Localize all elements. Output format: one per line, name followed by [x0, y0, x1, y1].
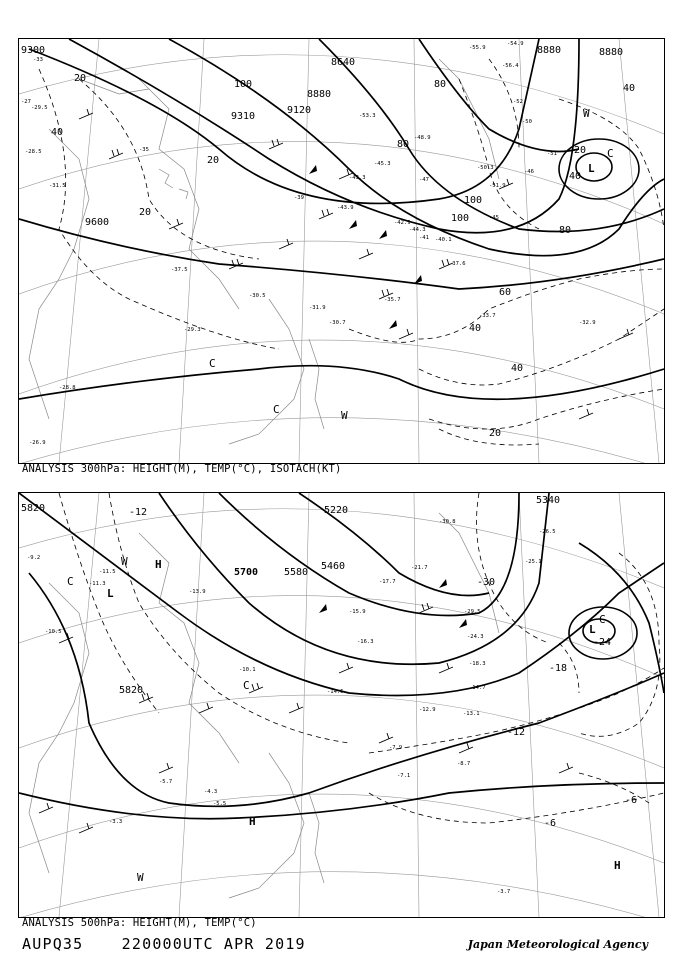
height-label: 5700 — [234, 567, 259, 578]
temp-value: -33 — [33, 57, 43, 63]
temp-value: -3.7 — [497, 889, 511, 895]
temp-value: -56.4 — [502, 63, 519, 69]
temp-value: -21.7 — [411, 565, 428, 571]
temp-value: -8.7 — [457, 761, 471, 767]
height-label: 5580 — [284, 567, 309, 578]
isotach-label: 100 — [451, 213, 470, 224]
isotach-label: 40 — [511, 363, 524, 374]
low-center-label: L — [589, 623, 596, 636]
temp-value: -42.9 — [394, 220, 411, 226]
isotach-label: 60 — [499, 287, 512, 298]
temp-value: -24.3 — [467, 634, 484, 640]
temp-value: -45 — [489, 215, 499, 221]
height-label: 5340 — [536, 495, 561, 506]
temp-value: -30.8 — [439, 519, 456, 525]
temp-value: -9.2 — [27, 555, 41, 561]
temp-value: -41 — [419, 235, 429, 241]
temp-value: -7.1 — [397, 773, 411, 779]
isotach-label: 80 — [397, 139, 410, 150]
cold-center-label: C — [607, 147, 614, 160]
isotherm-label: -12 — [129, 507, 148, 518]
temp-value: -15.9 — [349, 609, 366, 615]
isotach-label: 20 — [207, 155, 220, 166]
temp-value: -54.9 — [507, 41, 524, 47]
temp-value: -28.5 — [25, 149, 42, 155]
high-center-label: H — [155, 558, 162, 571]
temp-value: -35.7 — [384, 297, 401, 303]
isotach-label: 40 — [51, 127, 64, 138]
low-center-label: L — [588, 162, 595, 175]
cold-center-label: C — [243, 679, 250, 692]
temp-value: -5.7 — [159, 779, 173, 785]
temp-value: -53.3 — [359, 113, 376, 119]
temp-value: -50.3 — [477, 165, 494, 171]
temp-value: -35 — [139, 147, 149, 153]
temp-value: -46 — [524, 169, 534, 175]
map-500hpa-canvas — [19, 493, 664, 917]
low-center-ring — [559, 139, 639, 199]
isotherm-label: -24 — [593, 637, 612, 648]
height-label: 8880 — [537, 45, 562, 56]
temp-value: -39 — [294, 195, 304, 201]
temp-value: -11.3 — [89, 581, 106, 587]
temp-value: -28.8 — [59, 385, 76, 391]
valid-time: 220000UTC APR 2019 — [121, 935, 306, 953]
height-label: 5220 — [324, 505, 349, 516]
isotach-label: 100 — [234, 79, 253, 90]
isotach-label: 20 — [74, 73, 87, 84]
height-label: 5460 — [321, 561, 346, 572]
temp-value: -29.5 — [31, 105, 48, 111]
low-center-label: L — [107, 587, 114, 600]
pressure-centers-500 — [67, 555, 621, 884]
temp-value: -47 — [419, 177, 429, 183]
temp-value: -48.9 — [414, 135, 431, 141]
panel-caption-300hpa: ANALYSIS 300hPa: HEIGHT(M), TEMP(°C), ISOTACH(KT) — [22, 463, 342, 475]
isotach-label: 40 — [569, 171, 582, 182]
barb-pennants — [319, 579, 467, 628]
isotach-dashed-lines — [39, 59, 664, 445]
temp-value: -31.5 — [49, 183, 66, 189]
temp-value: -43.3 — [349, 175, 366, 181]
temp-value: -17.7 — [379, 579, 396, 585]
temp-value: -45.3 — [374, 161, 391, 167]
temp-value: -26.9 — [29, 440, 46, 446]
graticule — [19, 493, 664, 917]
temp-value: -18.3 — [469, 661, 486, 667]
temp-value: -5.5 — [213, 801, 227, 807]
height-label: 5820 — [21, 503, 46, 514]
analysis-300hpa-map — [18, 38, 665, 464]
temp-value: -52 — [513, 99, 523, 105]
temp-value: -29.3 — [184, 327, 201, 333]
isotherm-label: -12 — [507, 727, 526, 738]
agency-name: Japan Meteorological Agency — [467, 938, 648, 951]
height-label: 8880 — [599, 47, 624, 58]
cold-center-label: C — [67, 575, 74, 588]
temp-value: -40.1 — [435, 237, 452, 243]
warm-center-label: W — [583, 107, 590, 120]
temp-value: -10.1 — [239, 667, 256, 673]
temp-value: -50 — [522, 119, 532, 125]
isotach-label: 20 — [489, 428, 502, 439]
temp-value: -32.9 — [579, 320, 596, 326]
temp-value: -10.5 — [45, 629, 62, 635]
height-label: 9300 — [21, 45, 46, 56]
map-300hpa-canvas — [19, 39, 664, 463]
isotach-label: 80 — [559, 225, 572, 236]
temp-value: -44.3 — [409, 227, 426, 233]
temp-value: -51.9 — [489, 183, 506, 189]
high-center-label: H — [249, 815, 256, 828]
height-label: 9600 — [85, 217, 110, 228]
temp-value: -30.5 — [249, 293, 266, 299]
temp-value: -11.5 — [99, 569, 116, 575]
isotherm-label: -30 — [477, 577, 496, 588]
isotherm-dashed-lines — [59, 493, 664, 823]
temp-value: -12.9 — [419, 707, 436, 713]
temp-value: -37.6 — [449, 261, 466, 267]
cold-center-label: C — [599, 613, 606, 626]
high-center-label: H — [614, 859, 621, 872]
temp-value: -13.1 — [463, 711, 480, 717]
isotach-label: 20 — [574, 145, 587, 156]
height-label: 9310 — [231, 111, 256, 122]
temp-value: -7.9 — [389, 745, 403, 751]
temp-value: -26.5 — [539, 529, 556, 535]
isotach-label: 80 — [434, 79, 447, 90]
warm-center-label: W — [341, 409, 348, 422]
isotach-label: 100 — [464, 195, 483, 206]
temp-value: -4.3 — [204, 789, 218, 795]
temp-value: -25.1 — [525, 559, 542, 565]
isotherm-label: -18 — [549, 663, 568, 674]
panel-caption-500hpa: ANALYSIS 500hPa: HEIGHT(M), TEMP(°C) — [22, 917, 257, 929]
temp-value: -33.7 — [479, 313, 496, 319]
temp-value: -3.3 — [109, 819, 123, 825]
height-labels-300 — [21, 45, 623, 228]
graticule — [19, 39, 664, 463]
analysis-500hpa-map — [18, 492, 665, 918]
temp-value: -16.3 — [357, 639, 374, 645]
temp-value: -43.9 — [337, 205, 354, 211]
height-label: 9120 — [287, 105, 312, 116]
cold-center-label: C — [209, 357, 216, 370]
cold-center-label: C — [273, 403, 280, 416]
chart-id: AUPQ35 — [22, 935, 84, 953]
isotach-label: 20 — [139, 207, 152, 218]
isotach-label: 40 — [469, 323, 482, 334]
temp-value: -27 — [21, 99, 31, 105]
height-label: 5820 — [119, 685, 144, 696]
chart-footer — [22, 935, 334, 953]
temp-value: -29.5 — [464, 609, 481, 615]
warm-center-label: W — [121, 555, 128, 568]
temp-value: -14.7 — [469, 685, 486, 691]
warm-center-label: W — [137, 871, 144, 884]
height-label: 8880 — [307, 89, 332, 100]
isotherm-label: -6 — [625, 795, 638, 806]
isotach-label: 40 — [623, 83, 636, 94]
temp-value: -31.9 — [309, 305, 326, 311]
temp-value: -37.5 — [171, 267, 188, 273]
temp-value: -51 — [547, 151, 557, 157]
isotherm-label: -6 — [544, 818, 557, 829]
temp-value: -13.9 — [189, 589, 206, 595]
temp-value: -30.7 — [329, 320, 346, 326]
temp-value: -55.9 — [469, 45, 486, 51]
temp-value: -14.5 — [327, 689, 344, 695]
height-label: 8640 — [331, 57, 356, 68]
